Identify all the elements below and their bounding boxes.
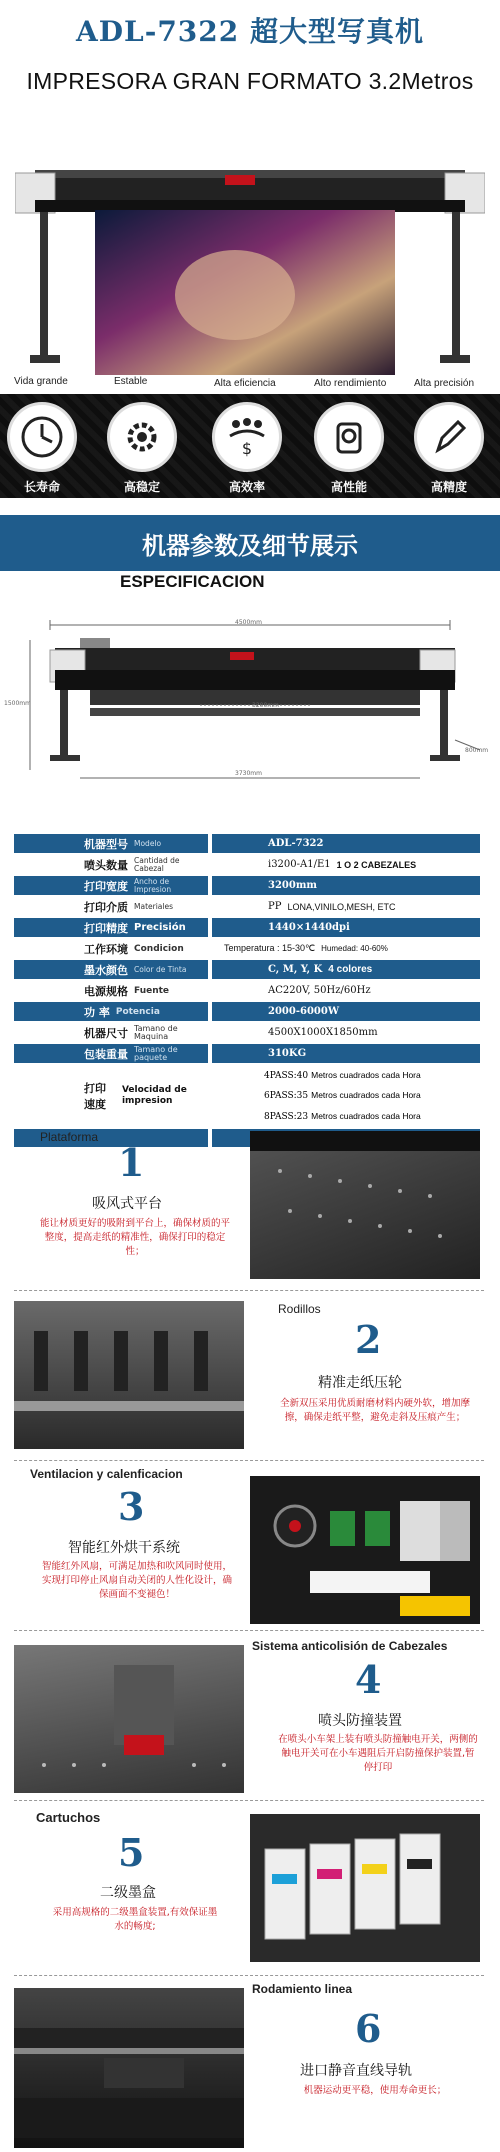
feature-top-label: Vida grande (14, 376, 68, 387)
feature-label: 高性能 (330, 480, 367, 494)
detail-block-1 (0, 1125, 500, 1285)
feature-top-labels (0, 372, 500, 394)
spec-row: 机器型号 Modelo ADL-7322 (14, 834, 480, 853)
spec-row-speed: 打印速度 Velocidad de impresion 4PASS:40 Metros cuadrados cada Hora 6PASS:35 Metros cuadrados cada Hora 8PASS:23 Metros cuadrados cada Hora (84, 1069, 421, 1123)
detail-caption: Rodamiento linea (252, 1982, 353, 1996)
dim-inner: 3200mm (252, 702, 279, 709)
detail-description: 在喷头小车架上装有喷头防撞触电开关，两侧的触电开关可在小车遇阻后开启防撞保护装置,暂停打印 (278, 1734, 478, 1773)
detail-caption: Rodillos (278, 1302, 321, 1316)
detail-description: 智能红外风扇，可满足加热和吹风同时使用，实现打印停止风扇自动关闭的人性化设计，确保画面不变褪色！ (42, 1561, 233, 1600)
dim-top: 4500mm (235, 619, 262, 626)
feature-top-label: Alta precisión (414, 378, 475, 389)
feature-label: 长寿命 (23, 480, 60, 494)
spec-row: 工作环境 Condicion Temperatura : 15-30℃ Humedad: 40-60% (14, 939, 480, 958)
feature-top-label: Alto rendimiento (314, 378, 387, 389)
team-money-icon (212, 402, 282, 472)
head-carriage-photo (14, 1645, 244, 1793)
dim-depth: 800mm (465, 747, 489, 754)
detail-number: 4 (355, 1657, 382, 1702)
detail-block-4 (0, 1635, 500, 1795)
feature-top-label: Estable (114, 376, 148, 387)
detail-block-6 (0, 1978, 500, 2148)
detail-block-2 (0, 1297, 500, 1457)
svg-text:$: $ (241, 439, 253, 458)
detail-description: 能让材质更好的吸附到平台上，确保材质的平整度，提高走纸的精准性，确保打印的稳定性； (40, 1218, 231, 1257)
cartridges-photo (250, 1814, 480, 1962)
detail-heading: 喷头防撞装置 (318, 1713, 402, 1729)
dimension-diagram (0, 610, 500, 790)
detail-caption: Sistema anticolisión de Cabezales (252, 1639, 448, 1653)
clock-icon (7, 402, 77, 472)
gauge-icon (314, 402, 384, 472)
spec-row: 包装重量 Tamano de paquete 310KG (14, 1044, 480, 1063)
section-title: 机器参数及细节展示 (0, 515, 500, 571)
linear-rail-photo (14, 1988, 244, 2148)
control-panel-photo (250, 1476, 480, 1624)
pen-icon (414, 402, 484, 472)
rollers-photo (14, 1301, 244, 1449)
detail-description: 全新双压采用优质耐磨材料内硬外软，增加摩擦，确保走纸平整，避免走斜及压痕产生； (280, 1398, 471, 1423)
spec-row: 机器尺寸 Tamano de Maquina 4500X1000X1850mm (14, 1023, 480, 1042)
detail-heading: 二级墨盒 (100, 1885, 156, 1901)
feature-label: 高精度 (430, 480, 467, 494)
printer-hero-image (15, 125, 485, 375)
spec-row: 墨水颜色 Color de Tinta C, M, Y, K 4 colores (14, 960, 480, 979)
detail-block-5 (0, 1800, 500, 1960)
detail-number: 2 (355, 1317, 382, 1362)
page-title: ADL-7322 超大型写真机 (76, 15, 424, 48)
detail-block-3 (0, 1462, 500, 1622)
platform-photo (250, 1131, 480, 1279)
feature-label: 高稳定 (123, 480, 160, 494)
spec-row: 功 率 Potencia 2000-6000W (14, 1002, 480, 1021)
spec-row: 打印介质 Materiales PP LONA,VINILO,MESH, ETC (14, 897, 480, 916)
spec-row: 喷头数量 Cantidad de Cabezal i3200-A1/E1 1 O 2 CABEZALES (14, 855, 480, 874)
detail-caption: Cartuchos (36, 1810, 101, 1825)
spec-row: 电源规格 Fuente AC220V, 50Hz/60Hz (14, 981, 480, 1000)
detail-heading: 吸风式平台 (92, 1196, 162, 1212)
features-band (0, 394, 500, 498)
detail-number: 5 (118, 1830, 145, 1875)
dim-bottom: 3730mm (235, 770, 262, 777)
detail-heading: 进口静音直线导轨 (300, 2063, 412, 2079)
dim-height: 1500mm (4, 700, 31, 707)
spec-row: 打印宽度 Ancho de Impresion 3200mm (14, 876, 480, 895)
detail-description: 机器运动更平稳，使用寿命更长； (303, 2085, 447, 2096)
detail-caption: Plataforma (40, 1130, 99, 1144)
feature-label: 高效率 (228, 480, 265, 494)
detail-number: 6 (355, 2006, 382, 2051)
detail-number: 3 (118, 1484, 145, 1529)
detail-heading: 精准走纸压轮 (318, 1375, 402, 1391)
spec-row: 打印精度 Precisión 1440×1440dpi (14, 918, 480, 937)
page-subtitle: IMPRESORA GRAN FORMATO 3.2Metros (26, 68, 474, 94)
detail-number: 1 (118, 1140, 145, 1185)
detail-heading: 智能红外烘干系统 (68, 1540, 180, 1556)
spec-title: ESPECIFICACION (120, 572, 265, 591)
detail-description: 采用高规格的二级墨盒装置,有效保证墨水的畅度; (52, 1907, 218, 1932)
gear-icon (107, 402, 177, 472)
feature-top-label: Alta eficiencia (214, 378, 276, 389)
detail-caption: Ventilacion y calenficacion (30, 1467, 183, 1481)
spec-table (14, 834, 480, 1147)
